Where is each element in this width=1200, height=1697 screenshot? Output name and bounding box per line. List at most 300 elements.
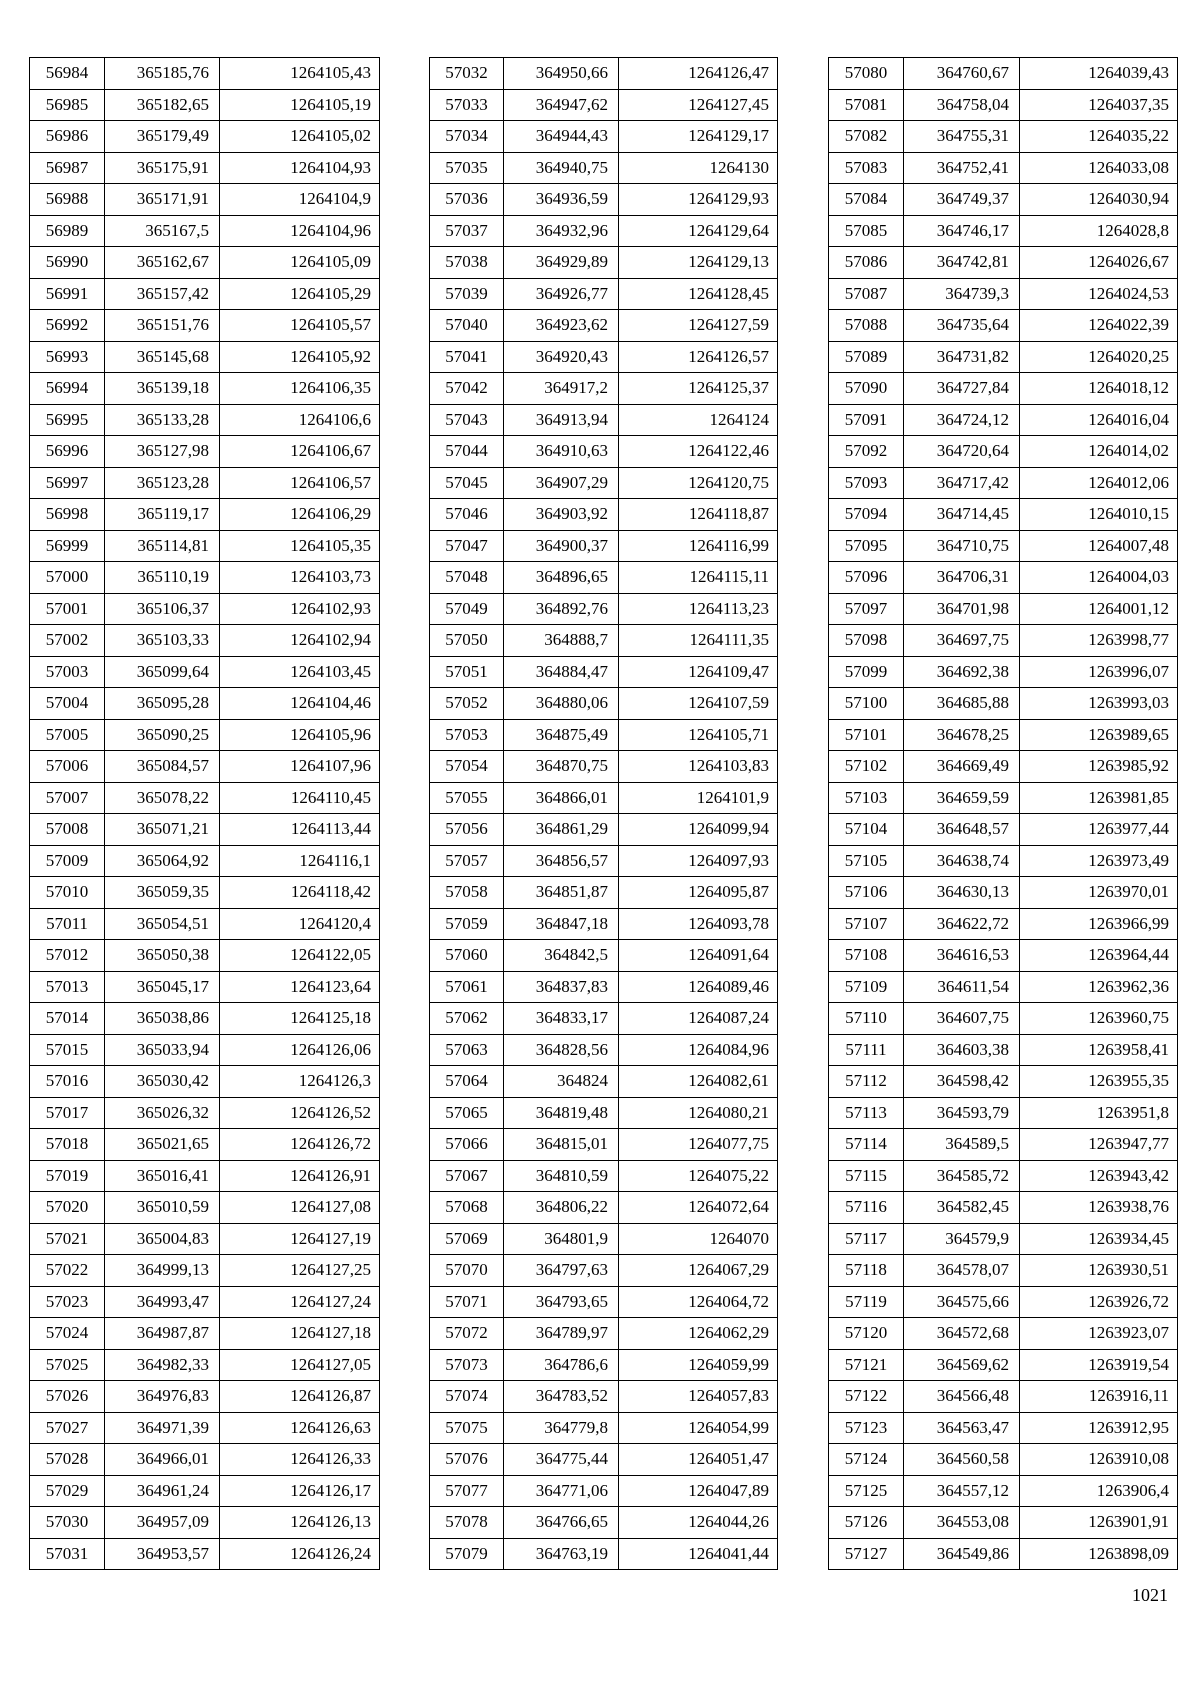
table-row bbox=[30, 1160, 380, 1192]
table-row bbox=[30, 971, 380, 1003]
point-number-cell: 57053 bbox=[430, 719, 504, 751]
point-number-cell: 57067 bbox=[430, 1160, 504, 1192]
table-row bbox=[829, 1507, 1178, 1539]
y-coordinate-cell: 1263926,72 bbox=[1020, 1286, 1178, 1318]
point-number-cell: 57079 bbox=[430, 1538, 504, 1570]
point-number-cell: 56993 bbox=[30, 341, 105, 373]
point-number-cell: 57035 bbox=[430, 152, 504, 184]
x-coordinate-cell: 364593,79 bbox=[904, 1097, 1020, 1129]
table-row bbox=[30, 1034, 380, 1066]
x-coordinate-cell: 365004,83 bbox=[105, 1223, 220, 1255]
y-coordinate-cell: 1263947,77 bbox=[1020, 1129, 1178, 1161]
y-coordinate-cell: 1264126,17 bbox=[220, 1475, 380, 1507]
table-row bbox=[829, 530, 1178, 562]
table-row bbox=[430, 1066, 778, 1098]
x-coordinate-cell: 364896,65 bbox=[504, 562, 619, 594]
y-coordinate-cell: 1264126,3 bbox=[220, 1066, 380, 1098]
table-row bbox=[829, 877, 1178, 909]
y-coordinate-cell: 1264020,25 bbox=[1020, 341, 1178, 373]
table-row bbox=[829, 341, 1178, 373]
table-row bbox=[30, 215, 380, 247]
x-coordinate-cell: 364875,49 bbox=[504, 719, 619, 751]
table-row bbox=[430, 530, 778, 562]
y-coordinate-cell: 1264022,39 bbox=[1020, 310, 1178, 342]
table-row bbox=[829, 688, 1178, 720]
y-coordinate-cell: 1264125,18 bbox=[220, 1003, 380, 1035]
y-coordinate-cell: 1264106,6 bbox=[220, 404, 380, 436]
table-row bbox=[430, 1444, 778, 1476]
y-coordinate-cell: 1264129,13 bbox=[619, 247, 778, 279]
y-coordinate-cell: 1263964,44 bbox=[1020, 940, 1178, 972]
y-coordinate-cell: 1264080,21 bbox=[619, 1097, 778, 1129]
point-number-cell: 57017 bbox=[30, 1097, 105, 1129]
point-number-cell: 57076 bbox=[430, 1444, 504, 1476]
table-row bbox=[829, 152, 1178, 184]
table-row bbox=[30, 310, 380, 342]
y-coordinate-cell: 1264129,93 bbox=[619, 184, 778, 216]
x-coordinate-cell: 364976,83 bbox=[105, 1381, 220, 1413]
y-coordinate-cell: 1264116,1 bbox=[220, 845, 380, 877]
table-row bbox=[30, 1444, 380, 1476]
table-row bbox=[30, 656, 380, 688]
table-row bbox=[430, 688, 778, 720]
x-coordinate-cell: 365151,76 bbox=[105, 310, 220, 342]
x-coordinate-cell: 364560,58 bbox=[904, 1444, 1020, 1476]
point-number-cell: 57050 bbox=[430, 625, 504, 657]
y-coordinate-cell: 1263970,01 bbox=[1020, 877, 1178, 909]
table-row bbox=[829, 404, 1178, 436]
table-row bbox=[430, 1412, 778, 1444]
y-coordinate-cell: 1264106,35 bbox=[220, 373, 380, 405]
point-number-cell: 57037 bbox=[430, 215, 504, 247]
point-number-cell: 57099 bbox=[829, 656, 904, 688]
x-coordinate-cell: 364755,31 bbox=[904, 121, 1020, 153]
y-coordinate-cell: 1263916,11 bbox=[1020, 1381, 1178, 1413]
point-number-cell: 57093 bbox=[829, 467, 904, 499]
x-coordinate-cell: 365139,18 bbox=[105, 373, 220, 405]
coordinates-table-1 bbox=[29, 57, 380, 1570]
point-number-cell: 56998 bbox=[30, 499, 105, 531]
point-number-cell: 57009 bbox=[30, 845, 105, 877]
table-row bbox=[430, 845, 778, 877]
point-number-cell: 57040 bbox=[430, 310, 504, 342]
x-coordinate-cell: 364553,08 bbox=[904, 1507, 1020, 1539]
table-row bbox=[30, 1223, 380, 1255]
y-coordinate-cell: 1264122,05 bbox=[220, 940, 380, 972]
x-coordinate-cell: 364746,17 bbox=[904, 215, 1020, 247]
point-number-cell: 57052 bbox=[430, 688, 504, 720]
table-row bbox=[430, 247, 778, 279]
x-coordinate-cell: 365038,86 bbox=[105, 1003, 220, 1035]
point-number-cell: 57007 bbox=[30, 782, 105, 814]
x-coordinate-cell: 364549,86 bbox=[904, 1538, 1020, 1570]
y-coordinate-cell: 1263951,8 bbox=[1020, 1097, 1178, 1129]
point-number-cell: 57055 bbox=[430, 782, 504, 814]
point-number-cell: 57031 bbox=[30, 1538, 105, 1570]
y-coordinate-cell: 1263898,09 bbox=[1020, 1538, 1178, 1570]
table-row bbox=[30, 1475, 380, 1507]
x-coordinate-cell: 365171,91 bbox=[105, 184, 220, 216]
x-coordinate-cell: 364563,47 bbox=[904, 1412, 1020, 1444]
table-row bbox=[829, 845, 1178, 877]
y-coordinate-cell: 1264111,35 bbox=[619, 625, 778, 657]
y-coordinate-cell: 1264127,08 bbox=[220, 1192, 380, 1224]
x-coordinate-cell: 364961,24 bbox=[105, 1475, 220, 1507]
x-coordinate-cell: 364566,48 bbox=[904, 1381, 1020, 1413]
point-number-cell: 57123 bbox=[829, 1412, 904, 1444]
x-coordinate-cell: 364742,81 bbox=[904, 247, 1020, 279]
table-row bbox=[430, 215, 778, 247]
table-row bbox=[829, 656, 1178, 688]
point-number-cell: 56997 bbox=[30, 467, 105, 499]
point-number-cell: 57002 bbox=[30, 625, 105, 657]
point-number-cell: 57110 bbox=[829, 1003, 904, 1035]
y-coordinate-cell: 1264106,67 bbox=[220, 436, 380, 468]
x-coordinate-cell: 365162,67 bbox=[105, 247, 220, 279]
point-number-cell: 57032 bbox=[430, 58, 504, 90]
x-coordinate-cell: 364947,62 bbox=[504, 89, 619, 121]
y-coordinate-cell: 1264097,93 bbox=[619, 845, 778, 877]
x-coordinate-cell: 365145,68 bbox=[105, 341, 220, 373]
point-number-cell: 57113 bbox=[829, 1097, 904, 1129]
x-coordinate-cell: 364936,59 bbox=[504, 184, 619, 216]
point-number-cell: 57005 bbox=[30, 719, 105, 751]
x-coordinate-cell: 365054,51 bbox=[105, 908, 220, 940]
point-number-cell: 56987 bbox=[30, 152, 105, 184]
point-number-cell: 57027 bbox=[30, 1412, 105, 1444]
table-row bbox=[30, 814, 380, 846]
x-coordinate-cell: 364987,87 bbox=[105, 1318, 220, 1350]
x-coordinate-cell: 364892,76 bbox=[504, 593, 619, 625]
point-number-cell: 57086 bbox=[829, 247, 904, 279]
point-number-cell: 57065 bbox=[430, 1097, 504, 1129]
y-coordinate-cell: 1264059,99 bbox=[619, 1349, 778, 1381]
y-coordinate-cell: 1264106,29 bbox=[220, 499, 380, 531]
point-number-cell: 57020 bbox=[30, 1192, 105, 1224]
x-coordinate-cell: 364579,9 bbox=[904, 1223, 1020, 1255]
y-coordinate-cell: 1263912,95 bbox=[1020, 1412, 1178, 1444]
table-row bbox=[829, 719, 1178, 751]
point-number-cell: 57044 bbox=[430, 436, 504, 468]
table-row bbox=[829, 1538, 1178, 1570]
point-number-cell: 57039 bbox=[430, 278, 504, 310]
table-row bbox=[430, 814, 778, 846]
table-row bbox=[30, 184, 380, 216]
x-coordinate-cell: 364582,45 bbox=[904, 1192, 1020, 1224]
y-coordinate-cell: 1264130 bbox=[619, 152, 778, 184]
x-coordinate-cell: 364735,64 bbox=[904, 310, 1020, 342]
point-number-cell: 57047 bbox=[430, 530, 504, 562]
table-row bbox=[430, 499, 778, 531]
y-coordinate-cell: 1264105,19 bbox=[220, 89, 380, 121]
y-coordinate-cell: 1264107,96 bbox=[220, 751, 380, 783]
point-number-cell: 57092 bbox=[829, 436, 904, 468]
y-coordinate-cell: 1263989,65 bbox=[1020, 719, 1178, 751]
x-coordinate-cell: 364659,59 bbox=[904, 782, 1020, 814]
table-row bbox=[30, 1066, 380, 1098]
table-row bbox=[30, 1538, 380, 1570]
y-coordinate-cell: 1264122,46 bbox=[619, 436, 778, 468]
table-row bbox=[829, 1286, 1178, 1318]
table-row bbox=[829, 467, 1178, 499]
table-row bbox=[430, 373, 778, 405]
point-number-cell: 57034 bbox=[430, 121, 504, 153]
y-coordinate-cell: 1264057,83 bbox=[619, 1381, 778, 1413]
point-number-cell: 57119 bbox=[829, 1286, 904, 1318]
y-coordinate-cell: 1264113,44 bbox=[220, 814, 380, 846]
y-coordinate-cell: 1264082,61 bbox=[619, 1066, 778, 1098]
x-coordinate-cell: 365033,94 bbox=[105, 1034, 220, 1066]
table-row bbox=[30, 1286, 380, 1318]
table-row bbox=[30, 688, 380, 720]
point-number-cell: 57083 bbox=[829, 152, 904, 184]
y-coordinate-cell: 1263919,54 bbox=[1020, 1349, 1178, 1381]
point-number-cell: 57122 bbox=[829, 1381, 904, 1413]
x-coordinate-cell: 364692,38 bbox=[904, 656, 1020, 688]
x-coordinate-cell: 364957,09 bbox=[105, 1507, 220, 1539]
y-coordinate-cell: 1264104,9 bbox=[220, 184, 380, 216]
x-coordinate-cell: 364758,04 bbox=[904, 89, 1020, 121]
y-coordinate-cell: 1264125,37 bbox=[619, 373, 778, 405]
x-coordinate-cell: 365021,65 bbox=[105, 1129, 220, 1161]
table-row bbox=[30, 1349, 380, 1381]
x-coordinate-cell: 364697,75 bbox=[904, 625, 1020, 657]
table-row bbox=[430, 278, 778, 310]
x-coordinate-cell: 365045,17 bbox=[105, 971, 220, 1003]
y-coordinate-cell: 1263977,44 bbox=[1020, 814, 1178, 846]
x-coordinate-cell: 364940,75 bbox=[504, 152, 619, 184]
point-number-cell: 57068 bbox=[430, 1192, 504, 1224]
y-coordinate-cell: 1264126,06 bbox=[220, 1034, 380, 1066]
y-coordinate-cell: 1264127,45 bbox=[619, 89, 778, 121]
x-coordinate-cell: 364847,18 bbox=[504, 908, 619, 940]
x-coordinate-cell: 365110,19 bbox=[105, 562, 220, 594]
point-number-cell: 57019 bbox=[30, 1160, 105, 1192]
x-coordinate-cell: 364837,83 bbox=[504, 971, 619, 1003]
table-row bbox=[430, 1475, 778, 1507]
y-coordinate-cell: 1263981,85 bbox=[1020, 782, 1178, 814]
point-number-cell: 57063 bbox=[430, 1034, 504, 1066]
x-coordinate-cell: 364572,68 bbox=[904, 1318, 1020, 1350]
y-coordinate-cell: 1264001,12 bbox=[1020, 593, 1178, 625]
table-row bbox=[829, 1097, 1178, 1129]
point-number-cell: 57051 bbox=[430, 656, 504, 688]
x-coordinate-cell: 364950,66 bbox=[504, 58, 619, 90]
y-coordinate-cell: 1264093,78 bbox=[619, 908, 778, 940]
point-number-cell: 57106 bbox=[829, 877, 904, 909]
table-row bbox=[30, 1129, 380, 1161]
point-number-cell: 57078 bbox=[430, 1507, 504, 1539]
y-coordinate-cell: 1264105,92 bbox=[220, 341, 380, 373]
y-coordinate-cell: 1264104,93 bbox=[220, 152, 380, 184]
y-coordinate-cell: 1264110,45 bbox=[220, 782, 380, 814]
y-coordinate-cell: 1264044,26 bbox=[619, 1507, 778, 1539]
y-coordinate-cell: 1264127,25 bbox=[220, 1255, 380, 1287]
y-coordinate-cell: 1264099,94 bbox=[619, 814, 778, 846]
x-coordinate-cell: 364775,44 bbox=[504, 1444, 619, 1476]
table-row bbox=[30, 1318, 380, 1350]
point-number-cell: 56995 bbox=[30, 404, 105, 436]
table-row bbox=[829, 814, 1178, 846]
point-number-cell: 57004 bbox=[30, 688, 105, 720]
y-coordinate-cell: 1264062,29 bbox=[619, 1318, 778, 1350]
x-coordinate-cell: 364589,5 bbox=[904, 1129, 1020, 1161]
x-coordinate-cell: 364727,84 bbox=[904, 373, 1020, 405]
x-coordinate-cell: 364766,65 bbox=[504, 1507, 619, 1539]
point-number-cell: 57041 bbox=[430, 341, 504, 373]
point-number-cell: 57062 bbox=[430, 1003, 504, 1035]
x-coordinate-cell: 364720,64 bbox=[904, 436, 1020, 468]
table-row bbox=[30, 89, 380, 121]
table-row bbox=[30, 782, 380, 814]
x-coordinate-cell: 365099,64 bbox=[105, 656, 220, 688]
page-number: 1021 bbox=[1132, 1585, 1168, 1605]
point-number-cell: 56991 bbox=[30, 278, 105, 310]
x-coordinate-cell: 364779,8 bbox=[504, 1412, 619, 1444]
x-coordinate-cell: 365050,38 bbox=[105, 940, 220, 972]
point-number-cell: 56994 bbox=[30, 373, 105, 405]
table-row bbox=[430, 1507, 778, 1539]
point-number-cell: 57095 bbox=[829, 530, 904, 562]
x-coordinate-cell: 365157,42 bbox=[105, 278, 220, 310]
point-number-cell: 57082 bbox=[829, 121, 904, 153]
point-number-cell: 57059 bbox=[430, 908, 504, 940]
table-row bbox=[829, 593, 1178, 625]
y-coordinate-cell: 1264127,19 bbox=[220, 1223, 380, 1255]
y-coordinate-cell: 1264103,83 bbox=[619, 751, 778, 783]
point-number-cell: 57089 bbox=[829, 341, 904, 373]
table-row bbox=[30, 1255, 380, 1287]
x-coordinate-cell: 365175,91 bbox=[105, 152, 220, 184]
table-row bbox=[430, 908, 778, 940]
y-coordinate-cell: 1263962,36 bbox=[1020, 971, 1178, 1003]
table-row bbox=[829, 625, 1178, 657]
y-coordinate-cell: 1264129,17 bbox=[619, 121, 778, 153]
table-row bbox=[829, 1066, 1178, 1098]
y-coordinate-cell: 1264105,02 bbox=[220, 121, 380, 153]
table-row bbox=[829, 1475, 1178, 1507]
point-number-cell: 57111 bbox=[829, 1034, 904, 1066]
y-coordinate-cell: 1264126,91 bbox=[220, 1160, 380, 1192]
x-coordinate-cell: 364944,43 bbox=[504, 121, 619, 153]
point-number-cell: 57069 bbox=[430, 1223, 504, 1255]
x-coordinate-cell: 364714,45 bbox=[904, 499, 1020, 531]
point-number-cell: 57126 bbox=[829, 1507, 904, 1539]
x-coordinate-cell: 365179,49 bbox=[105, 121, 220, 153]
y-coordinate-cell: 1263934,45 bbox=[1020, 1223, 1178, 1255]
point-number-cell: 56984 bbox=[30, 58, 105, 90]
table-row bbox=[30, 499, 380, 531]
y-coordinate-cell: 1264126,63 bbox=[220, 1412, 380, 1444]
point-number-cell: 57060 bbox=[430, 940, 504, 972]
y-coordinate-cell: 1264126,33 bbox=[220, 1444, 380, 1476]
y-coordinate-cell: 1264105,35 bbox=[220, 530, 380, 562]
table-row bbox=[30, 1507, 380, 1539]
point-number-cell: 57011 bbox=[30, 908, 105, 940]
y-coordinate-cell: 1264107,59 bbox=[619, 688, 778, 720]
x-coordinate-cell: 365103,33 bbox=[105, 625, 220, 657]
point-number-cell: 56986 bbox=[30, 121, 105, 153]
point-number-cell: 57096 bbox=[829, 562, 904, 594]
x-coordinate-cell: 364630,13 bbox=[904, 877, 1020, 909]
x-coordinate-cell: 364557,12 bbox=[904, 1475, 1020, 1507]
point-number-cell: 57000 bbox=[30, 562, 105, 594]
point-number-cell: 57023 bbox=[30, 1286, 105, 1318]
table-row bbox=[430, 58, 778, 90]
y-coordinate-cell: 1264105,57 bbox=[220, 310, 380, 342]
y-coordinate-cell: 1263901,91 bbox=[1020, 1507, 1178, 1539]
table-row bbox=[30, 436, 380, 468]
point-number-cell: 56990 bbox=[30, 247, 105, 279]
y-coordinate-cell: 1264077,75 bbox=[619, 1129, 778, 1161]
point-number-cell: 57094 bbox=[829, 499, 904, 531]
x-coordinate-cell: 364801,9 bbox=[504, 1223, 619, 1255]
y-coordinate-cell: 1264124 bbox=[619, 404, 778, 436]
x-coordinate-cell: 364842,5 bbox=[504, 940, 619, 972]
point-number-cell: 57108 bbox=[829, 940, 904, 972]
table-row bbox=[30, 562, 380, 594]
table-row bbox=[30, 530, 380, 562]
point-number-cell: 57058 bbox=[430, 877, 504, 909]
x-coordinate-cell: 364824 bbox=[504, 1066, 619, 1098]
y-coordinate-cell: 1264128,45 bbox=[619, 278, 778, 310]
y-coordinate-cell: 1264103,73 bbox=[220, 562, 380, 594]
point-number-cell: 57121 bbox=[829, 1349, 904, 1381]
x-coordinate-cell: 364616,53 bbox=[904, 940, 1020, 972]
x-coordinate-cell: 364888,7 bbox=[504, 625, 619, 657]
x-coordinate-cell: 364731,82 bbox=[904, 341, 1020, 373]
table-row bbox=[829, 1223, 1178, 1255]
y-coordinate-cell: 1264118,42 bbox=[220, 877, 380, 909]
y-coordinate-cell: 1263906,4 bbox=[1020, 1475, 1178, 1507]
y-coordinate-cell: 1264102,94 bbox=[220, 625, 380, 657]
table-row bbox=[430, 1097, 778, 1129]
x-coordinate-cell: 364575,66 bbox=[904, 1286, 1020, 1318]
point-number-cell: 57075 bbox=[430, 1412, 504, 1444]
point-number-cell: 57112 bbox=[829, 1066, 904, 1098]
x-coordinate-cell: 364907,29 bbox=[504, 467, 619, 499]
table-row bbox=[30, 751, 380, 783]
x-coordinate-cell: 364678,25 bbox=[904, 719, 1020, 751]
table-row bbox=[430, 1223, 778, 1255]
y-coordinate-cell: 1263955,35 bbox=[1020, 1066, 1178, 1098]
table-row bbox=[430, 1381, 778, 1413]
x-coordinate-cell: 364861,29 bbox=[504, 814, 619, 846]
x-coordinate-cell: 365064,92 bbox=[105, 845, 220, 877]
point-number-cell: 57107 bbox=[829, 908, 904, 940]
point-number-cell: 57127 bbox=[829, 1538, 904, 1570]
table-row bbox=[829, 1381, 1178, 1413]
table-row bbox=[430, 625, 778, 657]
y-coordinate-cell: 1264084,96 bbox=[619, 1034, 778, 1066]
table-row bbox=[430, 1318, 778, 1350]
y-coordinate-cell: 1263966,99 bbox=[1020, 908, 1178, 940]
point-number-cell: 57006 bbox=[30, 751, 105, 783]
point-number-cell: 57124 bbox=[829, 1444, 904, 1476]
x-coordinate-cell: 364917,2 bbox=[504, 373, 619, 405]
table-row bbox=[430, 1349, 778, 1381]
table-row bbox=[30, 845, 380, 877]
y-coordinate-cell: 1264127,05 bbox=[220, 1349, 380, 1381]
y-coordinate-cell: 1264091,64 bbox=[619, 940, 778, 972]
x-coordinate-cell: 365133,28 bbox=[105, 404, 220, 436]
y-coordinate-cell: 1264126,13 bbox=[220, 1507, 380, 1539]
point-number-cell: 56988 bbox=[30, 184, 105, 216]
x-coordinate-cell: 364706,31 bbox=[904, 562, 1020, 594]
table-row bbox=[829, 1444, 1178, 1476]
x-coordinate-cell: 364993,47 bbox=[105, 1286, 220, 1318]
table-row bbox=[430, 562, 778, 594]
